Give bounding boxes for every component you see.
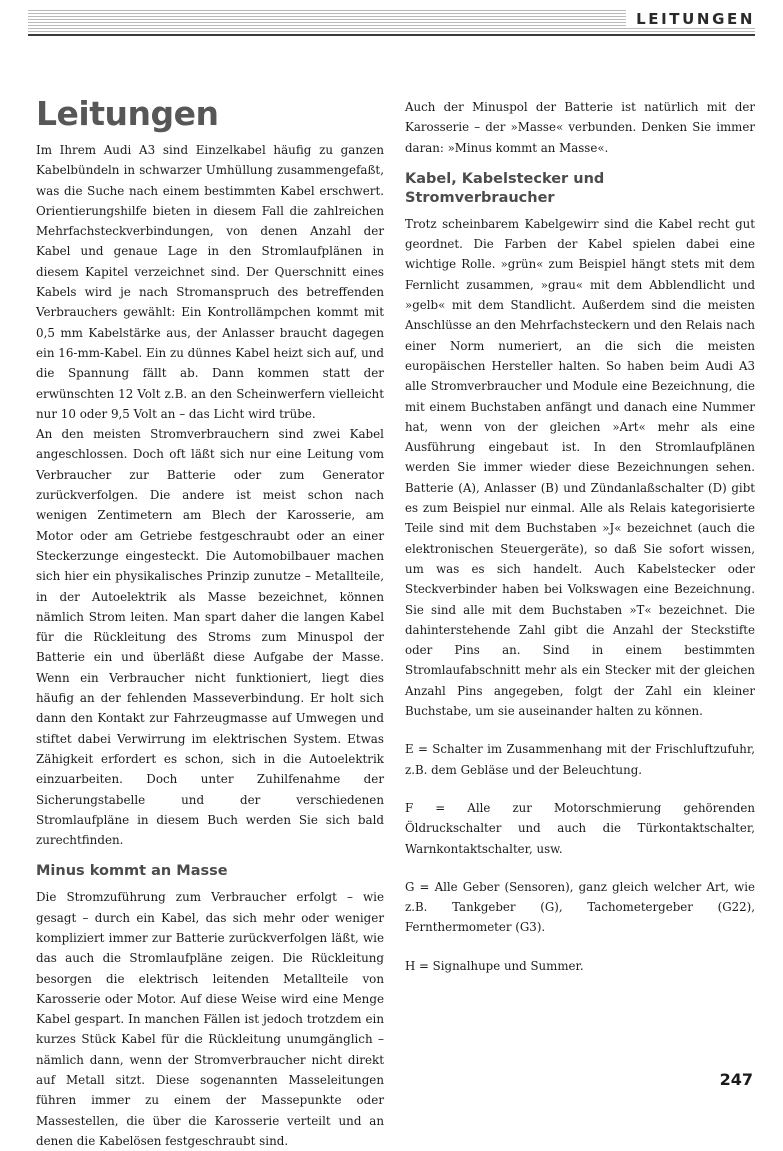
running-head-title: LEITUNGEN [626,10,755,28]
section-heading-minus: Minus kommt an Masse [36,863,228,880]
right-column [405,97,755,976]
code-item-e: E = Schalter im Zusammenhang mit der Frischluftzufuhr, z.B. dem Gebläse und der Beleuchtung. [405,742,755,777]
code-item-h: H = Signalhupe und Summer. [405,958,584,973]
ground-paragraph: An den meisten Stromverbrauchern sind zwei Kabel angeschlossen. Doch oft läßt sich nur eine Leitung vom Verbraucher zur Batterie oder zum Generator zurückverfolgen. Die andere ist meist schon nach wenigen Zentimetern am Blech der Karosserie, am Motor oder am Getriebe festgeschraubt oder an einer Steckerzunge eingesteckt. Die Automobilbauer machen sich hier ein physikalisches Prinzip zunutze – Metallteile, in der Autoelektrik als Masse bezeichnet, können nämlich Strom leiten. Man spart daher die langen Kabel für die Rückleitung des Stroms zum Minuspol der Batterie ein und überläßt diese Aufgabe der Masse. Wenn ein Verbraucher nicht funktioniert, liegt dies häufig an der fehlenden Masseverbindung. Er holt sich dann den Kontakt zur Fahrzeugmasse auf Umwegen und stiftet dabei Verwirrung im elektrischen System. Etwas Zähigkeit erfordert es schon, sich in die Autoelektrik einzuarbeiten. Doch unter Zuhilfenahme der Sicherungstabelle und der verschiedenen Stromlaufpläne in diesem Buch werden Sie sich bald zurechtfinden. [36,427,384,848]
battery-paragraph: Auch der Minuspol der Batterie ist natürlich mit der Karosserie – der »Masse« verbunden. Denken Sie immer daran: »Minus kommt an Masse«. [405,100,755,155]
section-heading-kabel: Kabel, Kabelstecker und Stromverbraucher [405,170,605,206]
running-header [28,10,755,36]
minus-paragraph: Die Stromzuführung zum Verbraucher erfolgt – wie gesagt – durch ein Kabel, das sich mehr oder weniger kompliziert immer zur Batterie zurückverfolgen läßt, wie das auch die Stromlaufpläne zeigen. Die Rückleitung besorgen die elektrisch leitenden Metallteile von Karosserie oder Motor. Auf diese Weise wird eine Menge Kabel gespart. In manchen Fällen ist jedoch trotzdem ein kurzes Stück Kabel für die Rückleitung unumgänglich – nämlich dann, wenn der Stromverbraucher nicht direkt auf Metall sitzt. Diese sogenannten Masseleitungen führen immer zu einem der Massepunkte oder Massestellen, die über die Karosserie verteilt und an denen die Kabelösen festgeschraubt sind. [36,890,384,1148]
page-title: Leitungen [36,94,219,133]
code-item-g: G = Alle Geber (Sensoren), ganz gleich welcher Art, wie z.B. Tankgeber (G), Tachometergeber (G22), Fernthermometer (G3). [405,879,755,935]
intro-paragraph: Im Ihrem Audi A3 sind Einzelkabel häufig zu ganzen Kabelbündeln in schwarzer Umhüllung zusammengefaßt, was die Suche nach einem bestimmten Kabel erschwert. Orientierungshilfe bieten in diesem Fall die zahlreichen Mehrfachsteckverbindungen, von denen Anzahl der Kabel und genaue Lage in den Stromlaufplänen in diesem Kapitel verzeichnet sind. Der Querschnitt eines Kabels wird je nach Stromanspruch des betreffenden Verbrauchers gewählt: Ein Kontrollämpchen kommt mit 0,5 mm Kabelstärke aus, der Anlasser braucht dagegen ein 16-mm-Kabel. Ein zu dünnes Kabel heizt sich auf, und die Spannung fällt ab. Dann kommen statt der erwünschten 12 Volt z.B. an den Scheinwerfern vielleicht nur 10 oder 9,5 Volt an – das Licht wird trübe. [36,143,384,421]
kabel-paragraph: Trotz scheinbarem Kabelgewirr sind die Kabel recht gut geordnet. Die Farben der Kabel spielen dabei eine wichtige Rolle. »grün« zum Beispiel hängt stets mit dem Fernlicht zusammen, »grau« mit dem Abblendlicht und »gelb« mit dem Standlicht. Außerdem sind die meisten Anschlüsse an den Mehrfachsteckern und den Relais nach einer Norm numeriert, an die sich die meisten europäischen Hersteller halten. So haben beim Audi A3 alle Stromverbraucher und Module eine Bezeichnung, die mit einem Buchstaben anfängt und danach eine Nummer hat, wenn von der gleichen »Art« mehr als eine Ausführung eingebaut ist. In den Stromlaufplänen werden Sie immer wieder diese Bezeichnungen sehen. Batterie (A), Anlasser (B) und Zündanlaßschalter (D) gibt es zum Beispiel nur einmal. Alle als Relais kategorisierte Teile sind mit dem Buchstaben »J« bezeichnet (auch die elektronischen Steuergeräte), so daß Sie sofort wissen, um was es sich handelt. Auch Kabelstecker oder Steckverbinder haben bei Volkswagen eine Bezeichnung. Sie sind alle mit dem Buchstaben »T« bezeichnet. Die dahinterstehende Zahl gibt die Anzahl der Steckstifte oder Pins an. Sind in einem bestimmten Stromlaufabschnitt mehr als ein Stecker mit der gleichen Anzahl Pins angegeben, folgt der Zahl ein kleiner Buchstabe, um sie auseinander halten zu können. [405,216,755,719]
left-column [36,96,384,1151]
page-number: 247 [719,1070,753,1089]
code-item-f: F = Alle zur Motorschmierung gehörenden Öldruckschalter und auch die Türkontaktschalter, Warnkontaktschalter, usw. [405,800,755,856]
